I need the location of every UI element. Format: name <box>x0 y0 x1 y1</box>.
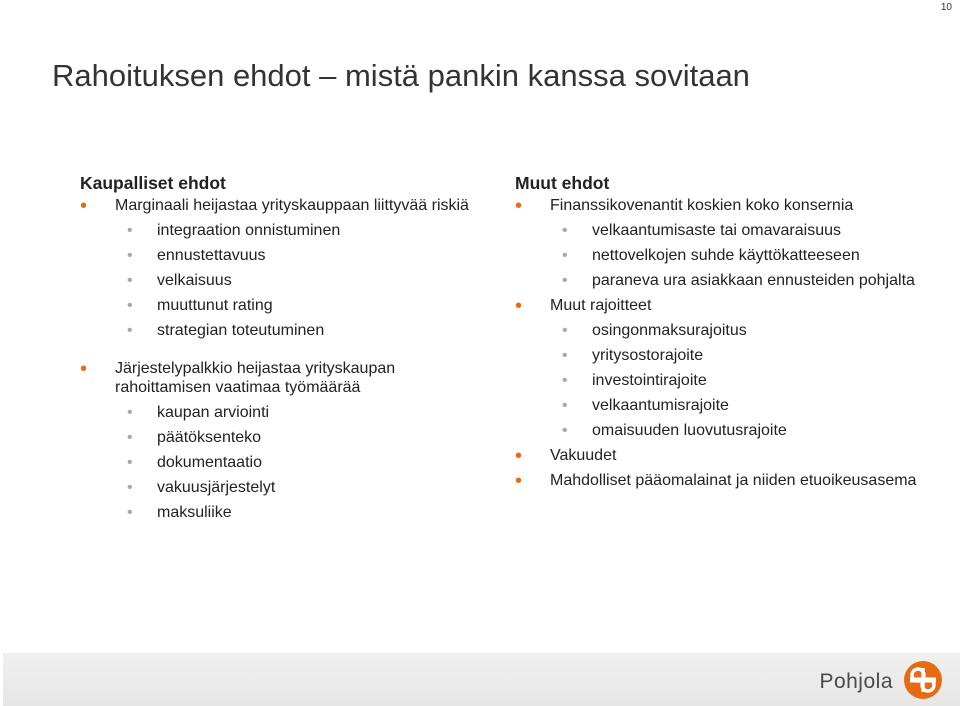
sub-bullet-item <box>80 321 480 341</box>
bullet-item <box>515 196 935 216</box>
sub-bullet-text: velkaantumisrajoite <box>592 397 729 414</box>
sub-bullet-item <box>515 221 935 241</box>
brand-name: Pohjola <box>819 670 893 693</box>
sub-bullet-item <box>515 271 935 291</box>
slide-title: Rahoituksen ehdot – mistä pankin kanssa sovitaan <box>52 58 750 93</box>
bullet-text: Marginaali heijastaa yrityskauppaan liittyvää riskiä <box>115 197 469 214</box>
orange-bullet-icon: • <box>515 295 523 317</box>
sub-bullet-item <box>80 453 480 473</box>
sub-bullet-item <box>80 246 480 266</box>
bullet-item <box>80 359 480 398</box>
grey-bullet-icon: • <box>562 247 568 264</box>
sub-bullet-item <box>80 503 480 523</box>
footer-bar <box>3 653 960 706</box>
bullet-text: Järjestelypalkkio heijastaa yrityskaupan rahoittamisen vaatimaa työmäärää <box>115 359 396 396</box>
sub-bullet-text: velkaisuus <box>157 272 232 289</box>
grey-bullet-icon: • <box>562 222 568 239</box>
bullet-text: Mahdolliset pääomalainat ja niiden etuoikeusasema <box>550 472 917 489</box>
bullet-item <box>515 296 935 316</box>
sub-bullet-item <box>515 371 935 391</box>
sub-bullet-text: nettovelkojen suhde käyttökatteeseen <box>592 247 860 264</box>
page-number: 10 <box>940 2 952 13</box>
sub-bullet-text: vakuusjärjestelyt <box>157 479 276 496</box>
sub-bullet-item <box>80 271 480 291</box>
right-heading: Muut ehdot <box>515 173 610 193</box>
grey-bullet-icon: • <box>127 504 133 521</box>
bullet-text: Muut rajoitteet <box>550 297 652 314</box>
grey-bullet-icon: • <box>127 429 133 446</box>
right-column <box>515 172 935 491</box>
grey-bullet-icon: • <box>127 479 133 496</box>
grey-bullet-icon: • <box>127 247 133 264</box>
bullet-text: Finanssikovenantit koskien koko konsernia <box>550 197 854 214</box>
sub-bullet-item <box>80 296 480 316</box>
grey-bullet-icon: • <box>127 322 133 339</box>
sub-bullet-text: muuttunut rating <box>157 297 273 314</box>
sub-bullet-text: velkaantumisaste tai omavaraisuus <box>592 222 842 239</box>
orange-bullet-icon: • <box>515 445 523 467</box>
bullet-item <box>80 196 480 216</box>
sub-bullet-text: omaisuuden luovutusrajoite <box>592 422 787 439</box>
sub-bullet-item <box>515 346 935 366</box>
sub-bullet-item <box>80 478 480 498</box>
sub-bullet-text: investointirajoite <box>592 372 707 389</box>
sub-bullet-item <box>80 221 480 241</box>
sub-bullet-item <box>515 321 935 341</box>
orange-bullet-icon: • <box>515 470 523 492</box>
grey-bullet-icon: • <box>127 272 133 289</box>
sub-bullet-text: yritysostorajoite <box>592 347 704 364</box>
orange-bullet-icon: • <box>515 195 523 217</box>
grey-bullet-icon: • <box>127 222 133 239</box>
grey-bullet-icon: • <box>562 272 568 289</box>
grey-bullet-icon: • <box>127 297 133 314</box>
bullet-item <box>515 446 935 466</box>
grey-bullet-icon: • <box>562 372 568 389</box>
pohjola-logo-icon <box>903 660 943 700</box>
sub-bullet-item <box>80 428 480 448</box>
sub-bullet-text: ennustettavuus <box>157 247 266 264</box>
sub-bullet-item <box>515 396 935 416</box>
sub-bullet-text: päätöksenteko <box>157 429 262 446</box>
orange-bullet-icon: • <box>80 195 88 217</box>
bullet-item <box>515 471 935 491</box>
bullet-text: Vakuudet <box>550 447 617 464</box>
sub-bullet-text: osingonmaksurajoitus <box>592 322 747 339</box>
left-column <box>80 172 480 523</box>
grey-bullet-icon: • <box>127 404 133 421</box>
grey-bullet-icon: • <box>562 347 568 364</box>
sub-bullet-item <box>80 403 480 423</box>
sub-bullet-text: kaupan arviointi <box>157 404 270 421</box>
grey-bullet-icon: • <box>562 397 568 414</box>
sub-bullet-text: integraation onnistuminen <box>157 222 341 239</box>
sub-bullet-text: paraneva ura asiakkaan ennusteiden pohjalta <box>592 272 915 289</box>
sub-bullet-text: dokumentaatio <box>157 454 262 471</box>
sub-bullet-text: maksuliike <box>157 504 232 521</box>
grey-bullet-icon: • <box>562 322 568 339</box>
left-heading: Kaupalliset ehdot <box>80 173 226 193</box>
sub-bullet-text: strategian toteutuminen <box>157 322 325 339</box>
orange-bullet-icon: • <box>80 357 88 380</box>
sub-bullet-item <box>515 421 935 441</box>
grey-bullet-icon: • <box>562 422 568 439</box>
grey-bullet-icon: • <box>127 454 133 471</box>
sub-bullet-item <box>515 246 935 266</box>
